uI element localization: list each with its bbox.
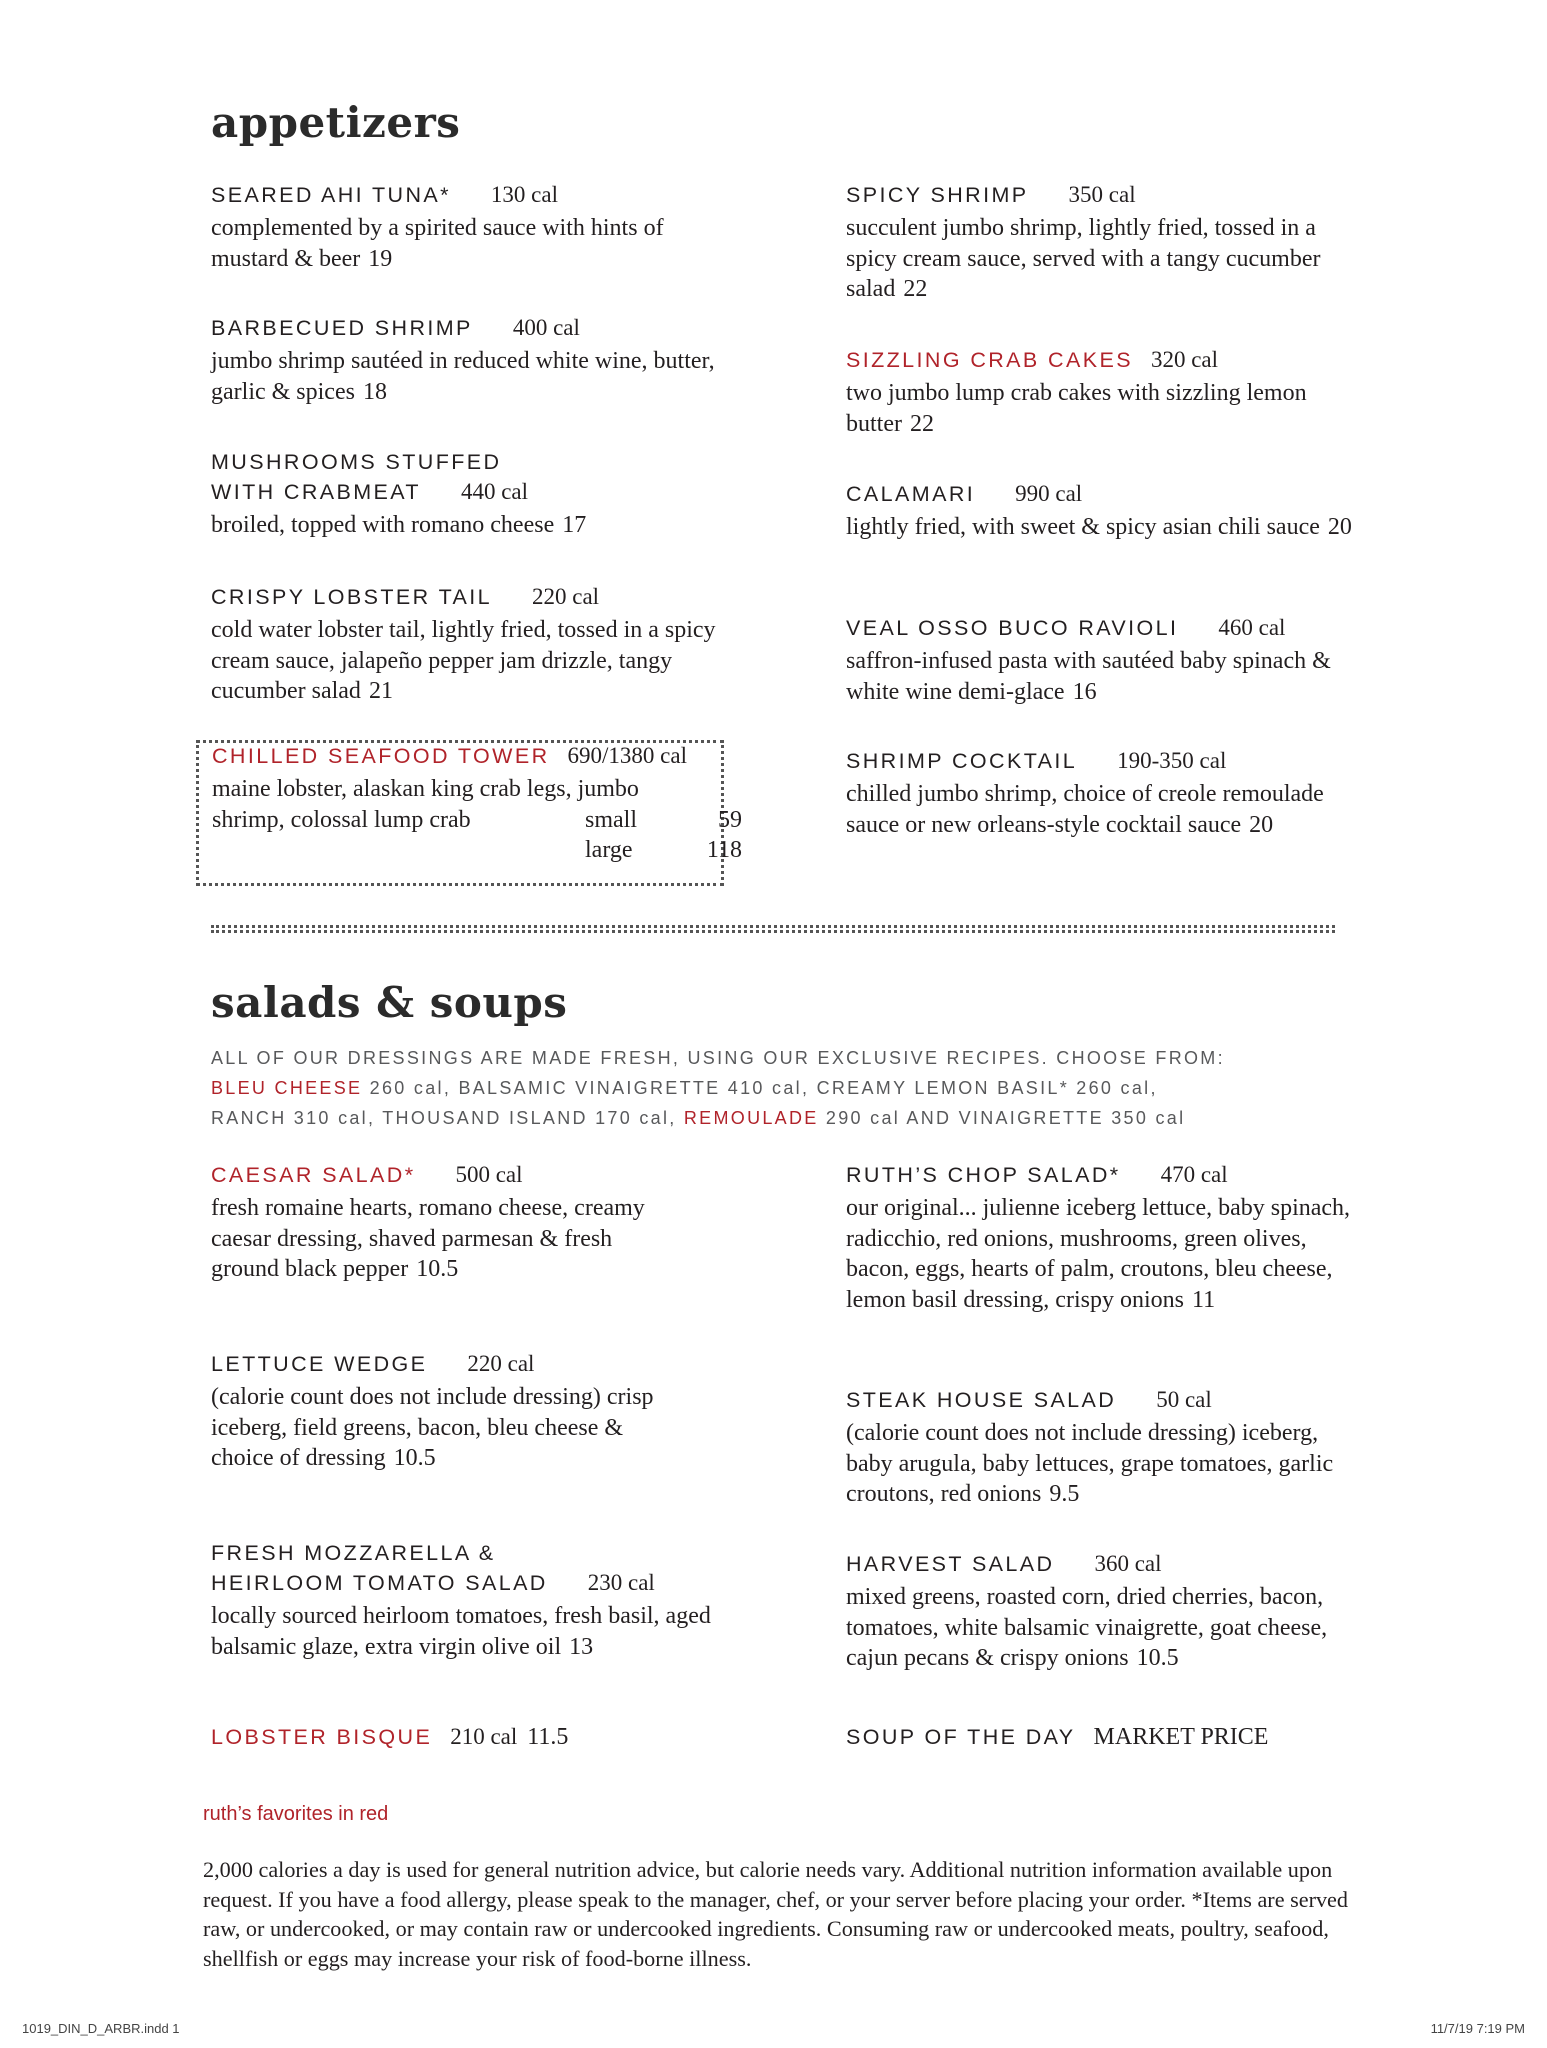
- dressing-lemon-cal: cal,: [1120, 1078, 1158, 1098]
- item-price: 18: [362, 378, 387, 405]
- item-calories: 230 cal: [587, 1570, 655, 1595]
- item-description: locally sourced heirloom tomatoes, fresh basil, aged balsamic glaze, extra virgin olive oil: [211, 1603, 711, 1660]
- menu-item: [846, 746, 1366, 840]
- item-description: two jumbo lump crab cakes with sizzling lemon butter: [846, 380, 1307, 437]
- item-name: SOUP OF THE DAY: [846, 1725, 1076, 1749]
- section-divider: [211, 925, 1335, 933]
- item-price: MARKET PRICE: [1093, 1724, 1269, 1750]
- dressing-ranch: RANCH 310: [211, 1108, 331, 1128]
- menu-item: [846, 613, 1366, 707]
- dressing-bleu: BLEU CHEESE: [211, 1078, 363, 1098]
- item-price: 13: [569, 1633, 594, 1660]
- menu-item: [846, 1549, 1366, 1674]
- item-description: (calorie count does not include dressing) crisp iceberg, field greens, bacon, bleu cheese & choice of dressing: [211, 1384, 654, 1471]
- menu-item: [211, 1160, 681, 1285]
- item-description: jumbo shrimp sautéed in reduced white wine, butter, garlic & spices: [211, 348, 715, 405]
- item-description: saffron-infused pasta with sautéed baby spinach & white wine demi-glace: [846, 648, 1331, 705]
- item-calories: 320 cal: [1150, 347, 1218, 372]
- item-price: 16: [1072, 678, 1097, 705]
- item-description: fresh romaine hearts, romano cheese, creamy caesar dressing, shaved parmesan & fresh ground black pepper: [211, 1195, 645, 1282]
- item-name: HARVEST SALAD: [846, 1552, 1055, 1576]
- item-description: succulent jumbo shrimp, lightly fried, tossed in a spicy cream sauce, served with a tangy cucumber salad: [846, 215, 1321, 302]
- item-price: 10.5: [416, 1256, 459, 1282]
- menu-item: [846, 1722, 1366, 1752]
- item-name-line1: FRESH MOZZARELLA &: [211, 1541, 496, 1565]
- item-calories: 360 cal: [1094, 1551, 1162, 1576]
- print-timestamp: 11/7/19 7:19 PM: [1430, 2021, 1525, 2036]
- item-calories: 500 cal: [455, 1162, 523, 1187]
- dressing-lemon: CREAMY LEMON BASIL* 260: [816, 1078, 1114, 1098]
- item-price: 20: [1249, 811, 1274, 838]
- item-price: 21: [368, 678, 393, 704]
- item-calories: 990 cal: [1015, 481, 1083, 506]
- dressing-vinaigrette-cal: cal: [1155, 1108, 1186, 1128]
- item-name: BARBECUED SHRIMP: [211, 316, 473, 340]
- dressing-remoulade-cal: 290 cal: [825, 1108, 901, 1128]
- item-name: SHRIMP COCKTAIL: [846, 749, 1078, 773]
- dressing-ranch-cal: cal,: [338, 1108, 376, 1128]
- item-calories: 400 cal: [512, 315, 580, 340]
- item-name: LETTUCE WEDGE: [211, 1352, 428, 1376]
- menu-item: [212, 741, 742, 866]
- item-description: broiled, topped with romano cheese: [211, 512, 555, 538]
- item-description: chilled jumbo shrimp, choice of creole remoulade sauce or new orleans-style cocktail sauce: [846, 781, 1324, 838]
- item-price: 22: [909, 410, 934, 437]
- item-calories: 220 cal: [467, 1351, 535, 1376]
- item-calories: 690/1380 cal: [567, 743, 687, 768]
- item-description: our original... julienne iceberg lettuce, baby spinach, radicchio, red onions, mushrooms, green olives, bacon, eggs, hearts of palm, croutons, bleu cheese, lemon basil dressing, crispy onions: [846, 1195, 1351, 1313]
- menu-item: [846, 479, 1366, 543]
- item-calories: 470 cal: [1160, 1162, 1228, 1187]
- item-calories: 50 cal: [1156, 1387, 1212, 1412]
- item-description: lightly fried, with sweet & spicy asian chili sauce: [846, 514, 1320, 540]
- salads-soups-title: salads & soups: [211, 978, 568, 1027]
- item-name: VEAL OSSO BUCO RAVIOLI: [846, 616, 1179, 640]
- dressing-thousand-cal: cal,: [639, 1108, 677, 1128]
- item-calories: 130 cal: [490, 182, 558, 207]
- file-slug: 1019_DIN_D_ARBR.indd 1: [22, 2021, 180, 2036]
- menu-item: [846, 1160, 1366, 1315]
- item-name-line1: MUSHROOMS STUFFED: [211, 450, 502, 474]
- item-price: 10.5: [393, 1445, 436, 1471]
- item-description-line1: maine lobster, alaskan king crab legs, jumbo: [212, 776, 639, 802]
- item-description: cold water lobster tail, lightly fried, tossed in a spicy cream sauce, jalapeño pepper jam drizzle, tangy cucumber salad: [211, 617, 716, 704]
- menu-item: [846, 345, 1366, 439]
- dressing-vinaigrette: AND VINAIGRETTE 350: [906, 1108, 1149, 1128]
- dressing-list: [211, 1043, 1351, 1133]
- size-large-label: large: [585, 837, 633, 863]
- item-description-line2: shrimp, colossal lump crab: [212, 806, 471, 833]
- item-price: 19: [368, 245, 393, 272]
- item-description: complemented by a spirited sauce with hints of mustard & beer: [211, 215, 664, 272]
- menu-item: [211, 1538, 731, 1662]
- item-name-line2: HEIRLOOM TOMATO SALAD: [211, 1571, 548, 1595]
- menu-item: [211, 582, 731, 707]
- menu-item: [211, 1349, 711, 1474]
- item-calories: 190-350 cal: [1117, 748, 1227, 773]
- item-price: 11.5: [527, 1724, 569, 1750]
- item-calories: 440 cal: [460, 479, 529, 504]
- seafood-tower-box: [196, 740, 742, 886]
- item-name: SIZZLING CRAB CAKES: [846, 348, 1133, 372]
- item-price: 9.5: [1049, 1481, 1080, 1507]
- item-name: CALAMARI: [846, 482, 976, 506]
- item-name: CHILLED SEAFOOD TOWER: [212, 744, 550, 768]
- item-price: 17: [562, 512, 587, 538]
- item-name: CRISPY LOBSTER TAIL: [211, 585, 492, 609]
- item-calories: 350 cal: [1068, 182, 1136, 207]
- item-price: 10.5: [1136, 1645, 1179, 1671]
- dressing-remoulade: REMOULADE: [683, 1108, 819, 1128]
- item-price: 20: [1327, 514, 1352, 540]
- menu-item: [211, 180, 731, 274]
- menu-item: [846, 180, 1366, 305]
- item-name: SEARED AHI TUNA*: [211, 183, 451, 207]
- item-name: CAESAR SALAD*: [211, 1163, 416, 1187]
- favorites-note: ruth’s favorites in red: [203, 1803, 389, 1825]
- menu-item: [846, 1385, 1366, 1510]
- nutrition-disclaimer: 2,000 calories a day is used for general nutrition advice, but calorie needs vary. Additional nutrition information available upon request. If you have a food allergy, please speak to the manager, chef, or your server before placing your order. *Items are served raw, or undercooked, or may contain raw or undercooked ingredients. Consuming raw or undercooked meats, poultry, seafood, shellfish or eggs may increase your risk of food-borne illness.: [203, 1857, 1348, 1971]
- menu-item: [211, 1722, 731, 1752]
- item-description: mixed greens, roasted corn, dried cherries, bacon, tomatoes, white balsamic vinaigrette, goat cheese, cajun pecans & crispy onions: [846, 1584, 1328, 1671]
- dressing-intro: ALL OF OUR DRESSINGS ARE MADE FRESH, USING OUR EXCLUSIVE RECIPES. CHOOSE FROM:: [211, 1048, 1225, 1068]
- size-small-label: small: [585, 806, 637, 833]
- item-price: 22: [903, 276, 928, 302]
- size-small-price: 59: [718, 806, 742, 833]
- dressing-balsamic: BALSAMIC VINAIGRETTE 410: [458, 1078, 765, 1098]
- item-calories: 460 cal: [1218, 615, 1286, 640]
- menu-item: [211, 447, 731, 541]
- dressing-balsamic-cal: cal,: [772, 1078, 810, 1098]
- item-calories: 220 cal: [532, 584, 600, 609]
- dressing-bleu-cal: 260 cal,: [369, 1078, 452, 1098]
- dressing-thousand: THOUSAND ISLAND 170: [382, 1108, 633, 1128]
- item-name: SPICY SHRIMP: [846, 183, 1029, 207]
- item-name-line2: WITH CRABMEAT: [211, 480, 421, 504]
- menu-item: [211, 313, 731, 407]
- appetizers-title: appetizers: [211, 98, 461, 147]
- item-price: 11: [1191, 1286, 1216, 1313]
- item-name: LOBSTER BISQUE: [211, 1725, 433, 1749]
- item-calories: 210 cal: [450, 1724, 518, 1749]
- item-description: (calorie count does not include dressing) iceberg, baby arugula, baby lettuces, grape tomatoes, garlic croutons, red onions: [846, 1420, 1334, 1507]
- item-name: STEAK HOUSE SALAD: [846, 1388, 1117, 1412]
- item-name: RUTH’S CHOP SALAD*: [846, 1163, 1121, 1187]
- size-large-price: 118: [706, 837, 742, 863]
